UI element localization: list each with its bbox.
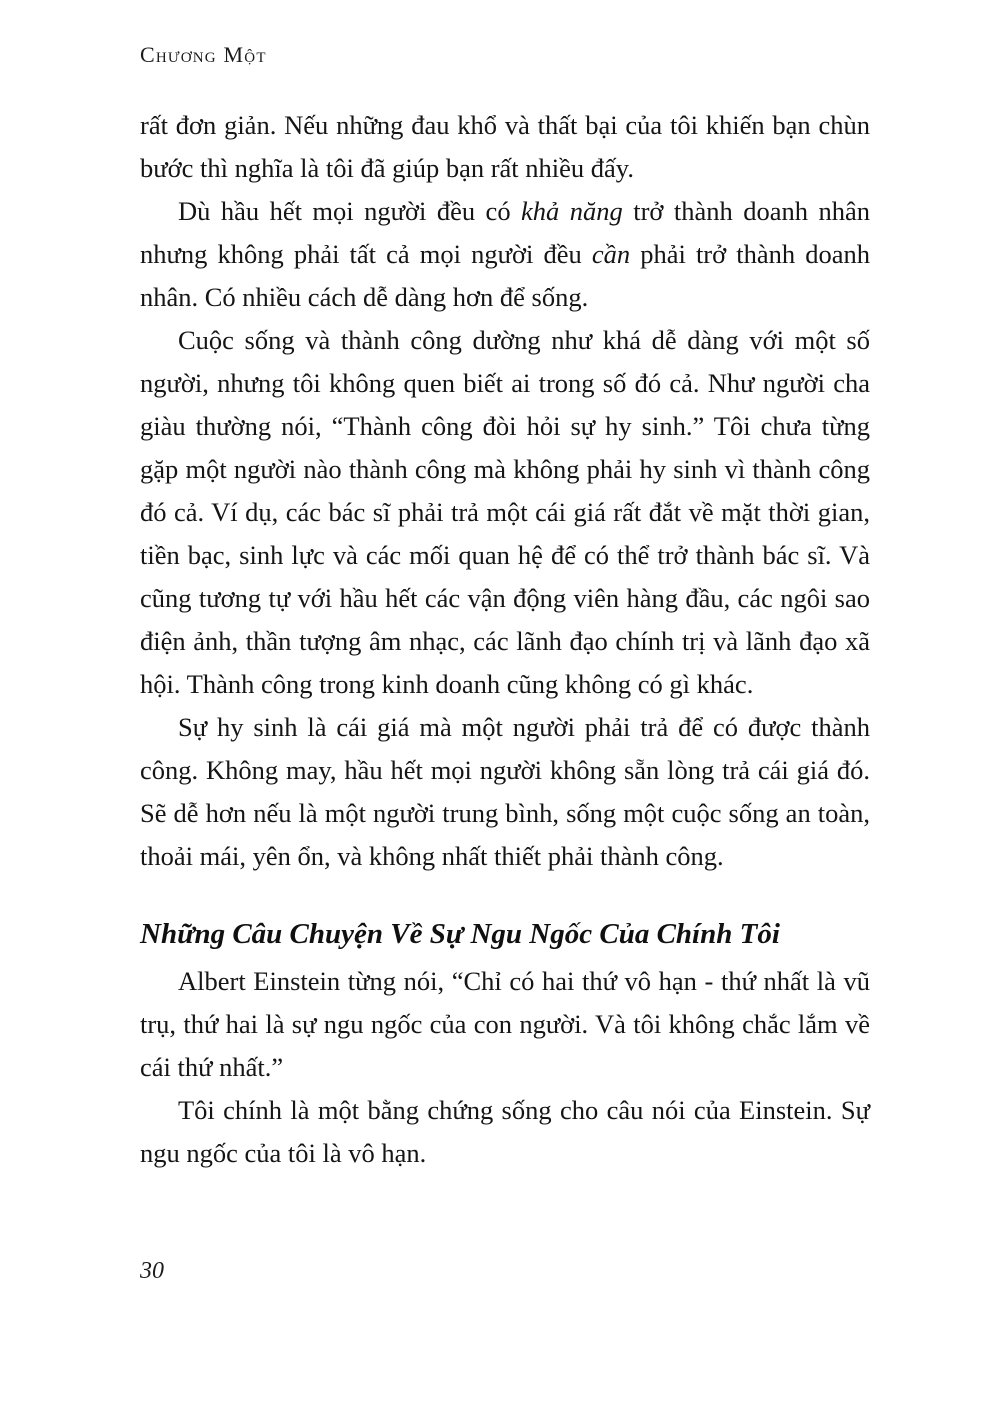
text-run: Sự hy sinh là cái giá mà một người phải trả để có được thành công. Không may, hầu hết mọi người không sẵn lòng trả cái giá đó. Sẽ dễ hơn nếu là một người trung bình, sống một cuộc sống an toàn, thoải mái, yên ổn, và không nhất thiết phải thành công. [140,712,870,871]
page-number: 30 [140,1258,164,1284]
paragraph [140,706,870,878]
running-head-chapter: Chương Một [140,42,267,67]
section-heading: Những Câu Chuyện Về Sự Ngu Ngốc Của Chính Tôi [140,918,780,950]
paragraph [140,190,870,319]
paragraph [140,104,870,190]
page-body-text [140,104,870,1175]
text-run: Cuộc sống và thành công dường như khá dễ dàng với một số người, nhưng tôi không quen biết ai trong số đó cả. Như người cha giàu thường nói, “Thành công đòi hỏi sự hy sinh.” Tôi chưa từng gặp một người nào thành công mà không phải hy sinh vì thành công đó cả. Ví dụ, các bác sĩ phải trả một cái giá rất đắt về mặt thời gian, tiền bạc, sinh lực và các mối quan hệ để có thể trở thành bác sĩ. Và cũng tương tự với hầu hết các vận động viên hàng đầu, các ngôi sao điện ảnh, thần tượng âm nhạc, các lãnh đạo chính trị và lãnh đạo xã hội. Thành công trong kinh doanh cũng không có gì khác. [140,325,870,699]
emphasis-text: cần [591,239,631,269]
text-run: trở thành doanh nhân nhưng không phải tất cả mọi người đều [140,196,871,269]
text-run: Tôi chính là một bằng chứng sống cho câu nói của Einstein. Sự ngu ngốc của tôi là vô hạn. [140,1095,870,1168]
text-run: phải trở thành doanh nhân. Có nhiều cách dễ dàng hơn để sống. [140,239,870,312]
text-run: Albert Einstein từng nói, “Chỉ có hai thứ vô hạn - thứ nhất là vũ trụ, thứ hai là sự ngu ngốc của con người. Và tôi không chắc lắm về cái thứ nhất.” [140,966,870,1082]
text-run: Dù hầu hết mọi người đều có [178,196,522,226]
paragraph-block-before-heading [140,104,870,878]
paragraph [140,960,870,1089]
paragraph-block-after-heading [140,960,870,1175]
paragraph [140,1089,870,1175]
paragraph [140,319,870,706]
emphasis-text: khả năng [521,196,623,226]
text-run: rất đơn giản. Nếu những đau khổ và thất bại của tôi khiến bạn chùn bước thì nghĩa là tôi đã giúp bạn rất nhiều đấy. [140,110,870,183]
